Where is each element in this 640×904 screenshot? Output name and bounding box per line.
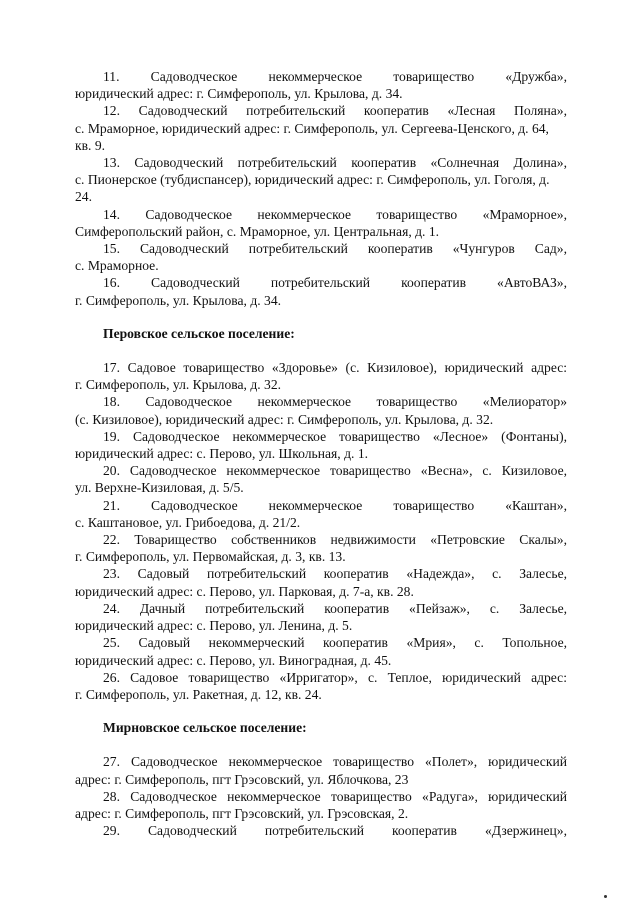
section-heading: Мирновское сельское поселение: — [103, 720, 307, 736]
list-item-continuation: г. Симферополь, ул. Ракетная, д. 12, кв. 24. — [75, 686, 322, 702]
list-item-first-line: 27. Садоводческое некоммерческое товарищество «Полет», юридический — [103, 754, 567, 770]
list-item — [75, 102, 567, 154]
list-item-continuation: г. Симферополь, ул. Первомайская, д. 3, кв. 13. — [75, 549, 346, 565]
list-item-continuation: ул. Верхне-Кизиловая, д. 5/5. — [75, 480, 244, 496]
list-item — [75, 531, 567, 565]
list-item — [75, 206, 567, 240]
list-item — [75, 788, 567, 822]
list-item-continuation: с. Каштановое, ул. Грибоедова, д. 21/2. — [75, 514, 301, 530]
list-item-continuation: Симферопольский район, с. Мраморное, ул. Центральная, д. 1. — [75, 223, 440, 239]
list-item-continuation: юридический адрес: с. Перово, ул. Школьная, д. 1. — [75, 446, 369, 462]
list-item — [75, 822, 567, 839]
section-heading: Перовское сельское поселение: — [103, 325, 295, 341]
scan-speck — [604, 895, 607, 898]
list-item-first-line: 22. Товарищество собственников недвижимости «Петровские Скалы», — [103, 532, 567, 548]
list-item — [75, 240, 567, 274]
list-item-first-line: 28. Садоводческое некоммерческое товарищество «Радуга», юридический — [103, 788, 567, 804]
list-item-continuation: юридический адрес: г. Симферополь, ул. Крылова, д. 34. — [75, 86, 403, 102]
list-item-first-line: 23. Садовый потребительский кооператив «Надежда», с. Залесье, — [103, 566, 567, 582]
list-item — [75, 565, 567, 599]
list-item-continuation: адрес: г. Симферополь, пгт Грэсовский, ул. Грэсовская, 2. — [75, 805, 409, 821]
list-item-first-line: 11. Садоводческое некоммерческое товарищество «Дружба», — [103, 69, 567, 84]
list-item-first-line: 16. Садоводческий потребительский кооператив «АвтоВАЗ», — [103, 275, 567, 291]
list-item — [75, 497, 567, 531]
list-item-first-line: 12. Садоводческий потребительский кооператив «Лесная Поляна», — [103, 103, 567, 119]
document-page — [75, 68, 567, 839]
list-item-first-line: 26. Садовое товарищество «Ирригатор», с. Теплое, юридический адрес: — [103, 669, 567, 685]
list-item-continuation: с. Пионерское (тубдиспансер), юридический адрес: г. Симферополь, ул. Гоголя, д. 24. — [75, 172, 550, 205]
list-item — [75, 600, 567, 634]
list-item — [75, 154, 567, 206]
list-item-continuation: юридический адрес: с. Перово, ул. Виноградная, д. 45. — [75, 652, 392, 668]
list-item-first-line: 14. Садоводческое некоммерческое товарищество «Мраморное», — [103, 206, 567, 222]
list-item-first-line: 29. Садоводческий потребительский кооператив «Дзержинец», — [103, 823, 567, 839]
list-item — [75, 68, 567, 102]
list-item-first-line: 18. Садоводческое некоммерческое товарищество «Мелиоратор» — [103, 394, 567, 410]
list-item — [75, 634, 567, 668]
list-item-continuation: (с. Кизиловое), юридический адрес: г. Симферополь, ул. Крылова, д. 32. — [75, 411, 494, 427]
list-item — [75, 462, 567, 496]
list-item-continuation: с. Мраморное. — [75, 258, 159, 274]
list-item-continuation: юридический адрес: с. Перово, ул. Ленина, д. 5. — [75, 618, 353, 634]
list-item-continuation: адрес: г. Симферополь, пгт Грэсовский, ул. Яблочкова, 23 — [75, 771, 409, 787]
list-item-first-line: 25. Садовый некоммерческий кооператив «Мрия», с. Топольное, — [103, 635, 567, 651]
list-item-first-line: 20. Садоводческое некоммерческое товарищество «Весна», с. Кизиловое, — [103, 463, 567, 479]
list-item — [75, 753, 567, 787]
list-item — [75, 393, 567, 427]
list-item-continuation: г. Симферополь, ул. Крылова, д. 34. — [75, 292, 282, 308]
list-item-first-line: 24. Дачный потребительский кооператив «Пейзаж», с. Залесье, — [103, 600, 567, 616]
list-item-continuation: с. Мраморное, юридический адрес: г. Симферополь, ул. Сергеева-Ценского, д. 64, кв. 9. — [75, 120, 549, 153]
list-item — [75, 669, 567, 703]
list-item — [75, 428, 567, 462]
list-item — [75, 274, 567, 308]
list-item-continuation: юридический адрес: с. Перово, ул. Парковая, д. 7-а, кв. 28. — [75, 583, 414, 599]
list-item-first-line: 19. Садоводческое некоммерческое товарищество «Лесное» (Фонтаны), — [103, 428, 567, 444]
list-item-first-line: 15. Садоводческий потребительский кооператив «Чунгуров Сад», — [103, 241, 567, 257]
list-item-first-line: 13. Садоводческий потребительский кооператив «Солнечная Долина», — [103, 155, 567, 171]
list-item-first-line: 17. Садовое товарищество «Здоровье» (с. Кизиловое), юридический адрес: — [103, 360, 567, 376]
list-item-continuation: г. Симферополь, ул. Крылова, д. 32. — [75, 377, 282, 393]
list-item-first-line: 21. Садоводческое некоммерческое товарищество «Каштан», — [103, 497, 567, 513]
list-item — [75, 359, 567, 393]
